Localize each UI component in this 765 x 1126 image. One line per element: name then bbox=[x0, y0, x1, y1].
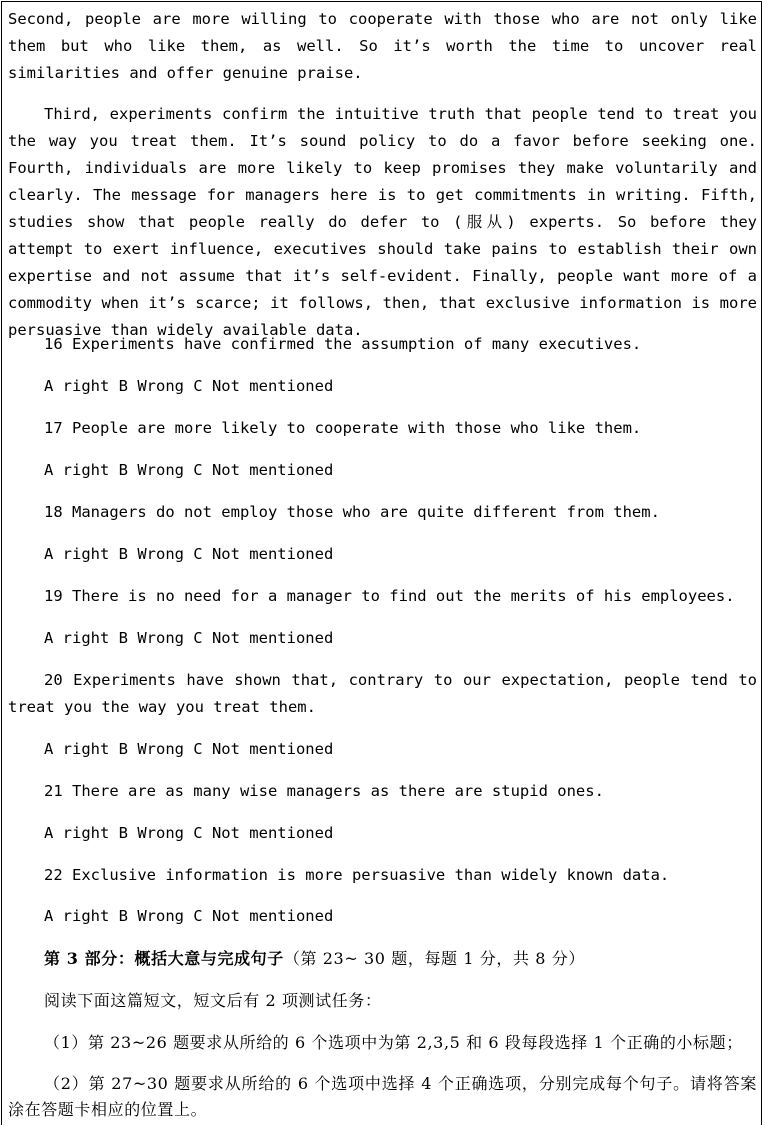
part3-heading bbox=[8, 945, 757, 972]
question-17: 17 People are more likely to cooperate with those who like them. bbox=[44, 419, 642, 437]
question-19-options: A right B Wrong C Not mentioned bbox=[44, 629, 334, 647]
question-19: 19 There is no need for a manager to find out the merits of his employees. bbox=[44, 587, 735, 605]
question-20-options: A right B Wrong C Not mentioned bbox=[44, 740, 334, 758]
part3-intro: 阅读下面这篇短文，短文后有 2 项测试任务： bbox=[44, 991, 382, 1010]
paragraph-third: Third, experiments confirm the intuitive truth that people tend to treat you the way you treat them. It’s sound policy to do a favor before seeking one. Fourth, individuals are more likely to keep promises they make voluntarily and clearly. The message for managers here is to get commitments in writing. Fifth, studies show that people really do defer to (服从) experts. So before they attempt to exert influence, executives should take pains to establish their own expertise and not assume that it’s self-evident. Finally, people want more of a commodity when it’s scarce; it follows, then, that exclusive information is more persuasive than widely available data. bbox=[8, 105, 757, 339]
part3-task-1: （1）第 23~26 题要求从所给的 6 个选项中为第 2,3,5 和 6 段每段选择 1 个正确的小标题； bbox=[44, 1033, 743, 1052]
part3-heading-rest: （第 23~ 30 题，每题 1 分，共 8 分） bbox=[283, 949, 585, 968]
document-page bbox=[1, 1, 762, 1125]
question-18: 18 Managers do not employ those who are quite different from them. bbox=[44, 503, 660, 521]
part3-task-2: （2）第 27~30 题要求从所给的 6 个选项中选择 4 个正确选项，分别完成每个句子。请将答案涂在答题卡相应的位置上。 bbox=[8, 1074, 757, 1119]
question-16: 16 Experiments have confirmed the assumption of many executives. bbox=[44, 335, 642, 353]
question-18-options: A right B Wrong C Not mentioned bbox=[44, 545, 334, 563]
question-22: 22 Exclusive information is more persuasive than widely known data. bbox=[44, 866, 670, 884]
question-22-options: A right B Wrong C Not mentioned bbox=[44, 907, 334, 925]
part3-heading-bold: 第 3 部分：概括大意与完成句子 bbox=[44, 949, 284, 968]
paragraph-second: Second, people are more willing to cooperate with those who are not only like them but who like them, as well. So it’s worth the time to uncover real similarities and offer genuine praise. bbox=[8, 10, 757, 82]
question-17-options: A right B Wrong C Not mentioned bbox=[44, 461, 334, 479]
question-16-options: A right B Wrong C Not mentioned bbox=[44, 377, 334, 395]
question-20: 20 Experiments have shown that, contrary to our expectation, people tend to treat you the way you treat them. bbox=[8, 671, 757, 716]
question-21: 21 There are as many wise managers as there are stupid ones. bbox=[44, 782, 604, 800]
question-21-options: A right B Wrong C Not mentioned bbox=[44, 824, 334, 842]
